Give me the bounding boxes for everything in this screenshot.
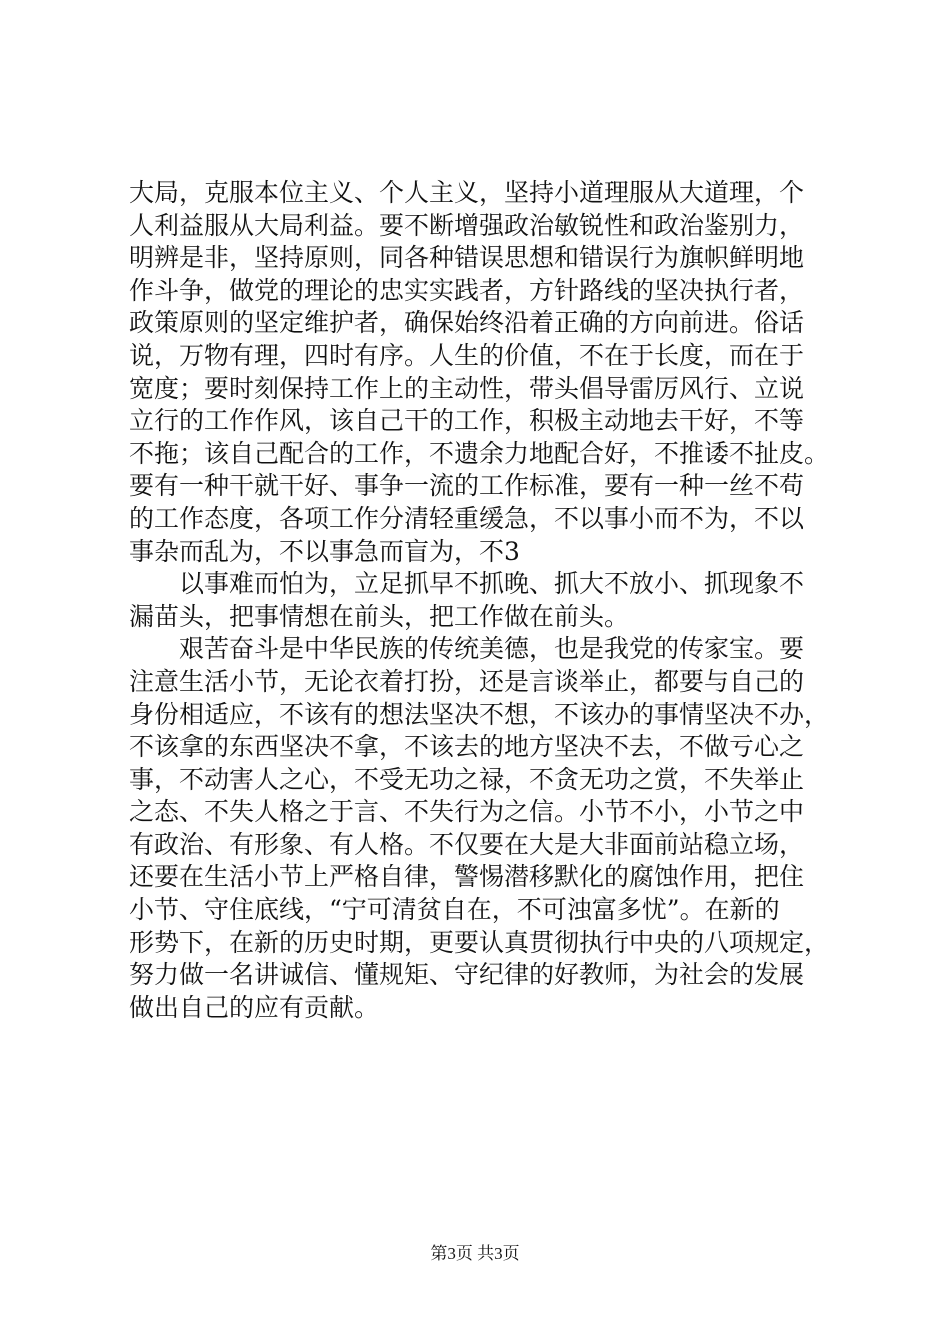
text-line: 漏苗头，把事情想在前头，把工作做在前头。 (129, 601, 630, 631)
text-line: 立行的工作作风，该自己干的工作，积极主动地去干好，不等 (129, 406, 805, 436)
text-line: 明辨是非，坚持原则，同各种错误思想和错误行为旗帜鲜明地 (129, 243, 805, 273)
document-body (129, 177, 844, 1024)
page-number-footer: 第3页 共3页 (430, 1244, 520, 1263)
text-line: 不拖；该自己配合的工作，不遗余力地配合好，不推诿不扯皮。 (129, 438, 830, 468)
paragraph-first-line: 艰苦奋斗是中华民族的传统美德，也是我党的传家宝。要 (179, 634, 805, 664)
text-line: 要有一种干就干好、事争一流的工作标准，要有一种一丝不苟 (129, 471, 805, 501)
text-line: 大局，克服本位主义、个人主义，坚持小道理服从大道理，个 (129, 178, 805, 207)
text-line: 说，万物有理，四时有序。人生的价值，不在于长度，而在于 (129, 340, 805, 370)
text-line: 小节、守住底线，“宁可清贫自在，不可浊富多忧”。在新的 (129, 895, 780, 925)
text-line: 之态、不失人格之于言、不失行为之信。小节不小，小节之中 (129, 797, 805, 827)
text-line: 作斗争，做党的理论的忠实实践者，方针路线的坚决执行者， (129, 275, 805, 305)
text-line: 还要在生活小节上严格自律，警惕潜移默化的腐蚀作用，把住 (129, 862, 805, 892)
text-line: 人利益服从大局利益。要不断增强政治敏锐性和政治鉴别力， (129, 210, 805, 240)
text-line: 做出自己的应有贡献。 (129, 992, 380, 1022)
text-line: 不该拿的东西坚决不拿，不该去的地方坚决不去，不做亏心之 (129, 732, 805, 762)
text-line: 政策原则的坚定维护者，确保始终沿着正确的方向前进。俗话 (129, 308, 805, 338)
text-line: 形势下，在新的历史时期，更要认真贯彻执行中央的八项规定， (129, 927, 830, 957)
text-line: 有政治、有形象、有人格。不仅要在大是大非面前站稳立场， (129, 829, 805, 859)
text-line: 宽度；要时刻保持工作上的主动性，带头倡导雷厉风行、立说 (129, 373, 805, 403)
text-line: 注意生活小节，无论衣着打扮，还是言谈举止，都要与自己的 (129, 666, 805, 696)
text-line: 事杂而乱为，不以事急而盲为，不3 (129, 536, 520, 566)
text-line: 身份相适应，不该有的想法坚决不想，不该办的事情坚决不办， (129, 699, 830, 729)
text-line: 努力做一名讲诚信、懂规矩、守纪律的好教师，为社会的发展 (129, 960, 805, 990)
text-line: 事，不动害人之心，不受无功之禄，不贪无功之赏，不失举止 (129, 764, 805, 794)
text-line: 的工作态度，各项工作分清轻重缓急，不以事小而不为，不以 (129, 503, 805, 533)
paragraph-first-line: 以事难而怕为，立足抓早不抓晚、抓大不放小、抓现象不 (179, 569, 805, 599)
